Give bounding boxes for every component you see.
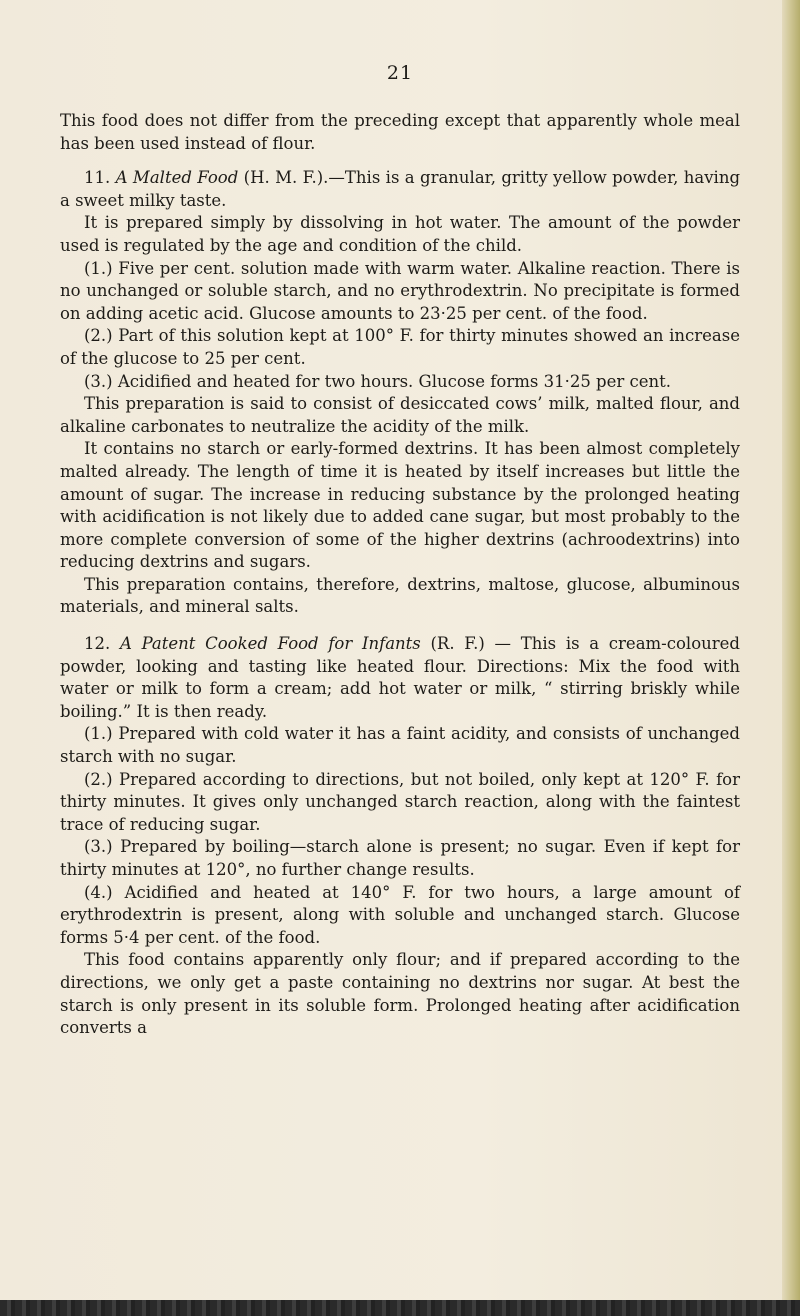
paragraph-12-test-1: (1.) Prepared with cold water it has a faint acidity, and consists of unchanged starch with no sugar. (60, 724, 740, 767)
paragraph-12-test-3: (3.) Prepared by boiling—starch alone is present; no sugar. Even if kept for thirty minutes at 120°, no further change results. (60, 837, 740, 879)
section-11-heading (60, 167, 740, 212)
page-number: 21 (386, 62, 414, 84)
page-bottom-edge (0, 1300, 800, 1316)
section-11-description: (H. M. F.).—This is a granular, gritty yellow powder, having a sweet milky taste. (60, 168, 741, 210)
page-right-edge (782, 0, 800, 1316)
paragraph-test-2: (2.) Part of this solution kept at 100° F. for thirty minutes showed an increase of the glucose to 25 per cent. (60, 326, 740, 368)
paragraph-preparation: It is prepared simply by dissolving in hot water. The amount of the powder used is regulated by the age and condition of the child. (60, 213, 740, 255)
section-12-heading (60, 633, 740, 723)
section-12-number: 12. (84, 634, 111, 654)
paragraph-analysis: It contains no starch or early-formed dextrins. It has been almost completely malted already. The length of time it is heated by itself increases but little the amount of sugar. The increase in reducing substance by the prolonged heating with acidification is not likely due to added cane sugar, but most probably to the more complete conversion of some of the higher dextrins (achroodextrins) into reducing dextrins and sugars. (60, 439, 740, 572)
paragraph-intro: This food does not differ from the preceding except that apparently whole meal has been used instead of flour. (60, 111, 740, 153)
paragraph-summary: This preparation contains, therefore, dextrins, maltose, glucose, albuminous materials, and mineral salts. (60, 574, 740, 617)
paragraph-12-conclusion: This food contains apparently only flour; and if prepared according to the directions, we only get a paste containing no dextrins nor sugar. At best the starch is only present in its soluble form. Prolonged heating after acidification converts a (60, 950, 740, 1038)
paragraph-12-test-2: (2.) Prepared according to directions, but not boiled, only kept at 120° F. for thirty minutes. It gives only unchanged starch reaction, along with the faintest trace of reducing sugar. (60, 769, 740, 834)
section-11-number: 11. (84, 168, 111, 188)
body-text (60, 110, 740, 1040)
paragraph-composition: This preparation is said to consist of desiccated cows’ milk, malted flour, and alkaline carbonates to neutralize the acidity of the milk. (60, 394, 740, 436)
section-12-description: (R. F.) — This is a cream-coloured powder, looking and tasting like heated flour. Directions: Mix the food with water or milk to form a cream; add hot water or milk, “ stirring briskly while boiling.” It is then ready. (60, 634, 740, 721)
paragraph-test-3: (3.) Acidified and heated for two hours. Glucose forms 31·25 per cent. (84, 371, 672, 391)
section-11-title: A Malted Food (115, 168, 239, 188)
section-12-title: A Patent Cooked Food for Infants (119, 634, 421, 654)
paragraph-test-1: (1.) Five per cent. solution made with warm water. Alkaline reaction. There is no unchanged or soluble starch, and no erythrodextrin. No precipitate is formed on adding acetic acid. Glucose amounts to 23·25 per cent. of the food. (60, 258, 740, 323)
paragraph-12-test-4: (4.) Acidified and heated at 140° F. for two hours, a large amount of erythrodextrin is present, along with soluble and unchanged starch. Glucose forms 5·4 per cent. of the food. (60, 882, 740, 947)
